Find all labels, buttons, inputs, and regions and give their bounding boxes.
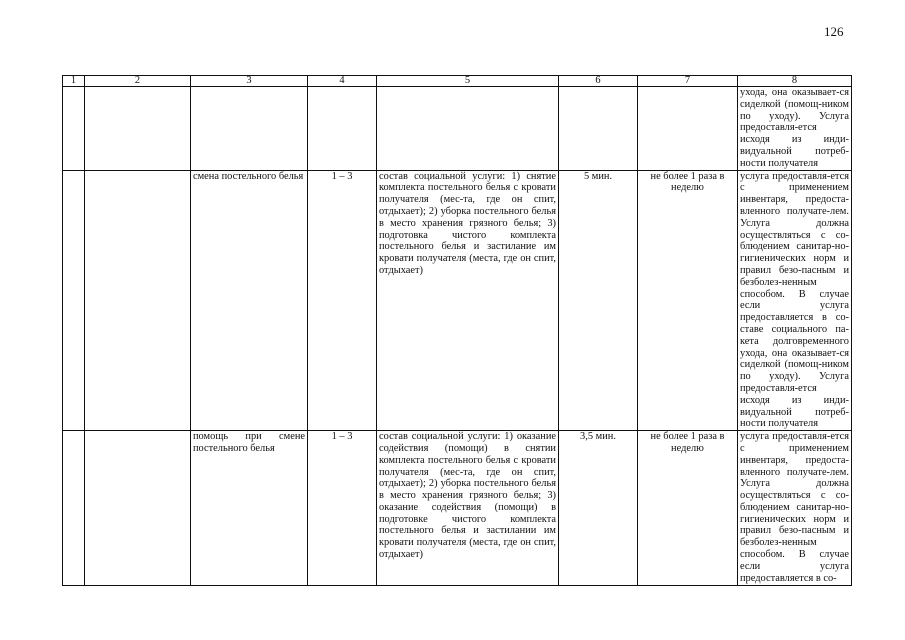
frequency-cell: не более 1 раза в неделю — [638, 431, 738, 586]
table-cell-notes: услуга предоставля-ется с применением инвентаря, предоста-вленного получате-лем. Услуга должна осуществляться с со-блюдением санитар-но-гигиенических норм и правил безо-пасным и безболез-ненным способом. В случае если услуга предоставляется в со- — [738, 431, 852, 586]
service-composition-cell: состав социальной услуги: 1) оказание содействия (помощи) в снятии комплекта постельного белья с кровати получателя (мес-та, где он спит, отдыхает); 2) уборка постельного белья в место хранения грязного белья; 3) оказание содействия (помощи) в подготовке чистого комплекта постельного белья и застилании им кровати получателя (места, где он спит, отдыхает) — [377, 431, 559, 586]
header-cell: 6 — [559, 76, 638, 87]
table-cell — [63, 87, 85, 171]
table-cell-notes: услуга предоставля-ется с применением инвентаря, предоста-вленного получате-лем. Услуга должна осуществляться с со-блюдением санитар-но-гигиенических норм и правил безо-пасным и безболез-ненным способом. В случае если услуга предоставляется в со-ставе социального па-кета долговременного ухода, она оказывает-ся сиделкой (помощ-ником по уходу). Услуга предоставля-ется исходя из инди-видуальной потреб-ности получателя — [738, 170, 852, 431]
table-cell — [191, 87, 308, 171]
header-cell: 3 — [191, 76, 308, 87]
frequency-cell: не более 1 раза в неделю — [638, 170, 738, 431]
table-cell: 1 – 3 — [308, 170, 377, 431]
services-table — [62, 75, 852, 586]
table-cell — [377, 87, 559, 171]
header-cell: 8 — [738, 76, 852, 87]
table-header-row — [63, 76, 852, 87]
service-composition-cell: состав социальной услуги: 1) снятие комплекта постельного белья с кровати получателя (мес-та, где он спит, отдыхает); 2) уборка постельного белья в место хранения грязного белья; 3) подготовка чистого комплекта постельного белья и застилание им кровати получателя (места, где он спит, отдыхает) — [377, 170, 559, 431]
table-cell — [85, 170, 191, 431]
table-cell — [85, 431, 191, 586]
table-cell: 1 – 3 — [308, 431, 377, 586]
table-row — [63, 170, 852, 431]
table-cell-notes: ухода, она оказывает-ся сиделкой (помощ-ником по уходу). Услуга предоставля-ется исходя из инди-видуальной потреб-ности получателя — [738, 87, 852, 171]
service-name-cell: смена постельного белья — [191, 170, 308, 431]
service-name-cell: помощь при смене постельного белья — [191, 431, 308, 586]
table-cell — [85, 87, 191, 171]
table-row — [63, 431, 852, 586]
table-cell — [63, 431, 85, 586]
header-cell: 7 — [638, 76, 738, 87]
table-cell — [63, 170, 85, 431]
header-cell: 2 — [85, 76, 191, 87]
table-cell — [308, 87, 377, 171]
table-cell — [638, 87, 738, 171]
page-number: 126 — [824, 24, 844, 39]
header-cell: 1 — [63, 76, 85, 87]
duration-cell: 5 мин. — [559, 170, 638, 431]
table-row — [63, 87, 852, 171]
header-cell: 5 — [377, 76, 559, 87]
duration-cell: 3,5 мин. — [559, 431, 638, 586]
header-cell: 4 — [308, 76, 377, 87]
table-cell — [559, 87, 638, 171]
